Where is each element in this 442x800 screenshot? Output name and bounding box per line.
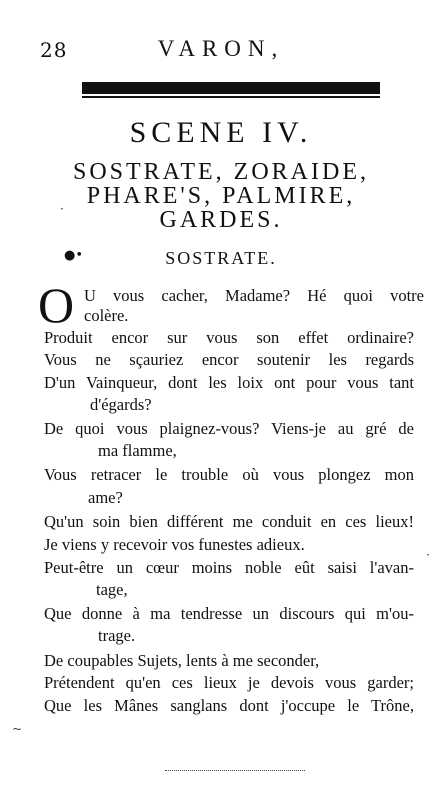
header-rule-thick (82, 82, 380, 94)
verse-line: Que les Mânes sanglans dont j'occupe le Trône, (44, 696, 414, 715)
verse-line: Je viens y recevoir vos funestes adieux. (44, 535, 305, 554)
verse-line: Qu'un soin bien différent me conduit en ces lieux! (44, 512, 414, 531)
character-list-line-1: SOSTRATE, ZORAIDE, (72, 159, 369, 185)
verse-line: De coupables Sujets, lents à me seconder, (44, 651, 320, 670)
header-rule-thin (82, 96, 380, 98)
verse-line: D'un Vainqueur, dont les loix ont pour vous tant (44, 373, 414, 392)
bottom-dotted-rule (165, 770, 305, 771)
verse-line: trage. (98, 626, 136, 645)
margin-speck: · (426, 548, 430, 562)
verse-line: d'égards? (90, 395, 152, 414)
margin-speck: ~ (12, 722, 23, 736)
verse-line: colère. (84, 306, 129, 325)
scene-title: SCENE IV. (129, 116, 313, 149)
verse-line: Vous ne sçauriez encor soutenir les regards (44, 350, 414, 369)
running-title: VARON, (157, 36, 285, 61)
verse-line: Peut-être un cœur moins noble eût saisi l'avan- (44, 558, 414, 577)
character-list-line-3: GARDES. (159, 207, 283, 233)
ornament-mark: ●• (64, 248, 84, 263)
verse-line: U vous cacher, Madame? Hé quoi votre (84, 286, 424, 305)
margin-speck: · (60, 202, 64, 216)
verse-line: Vous retracer le trouble où vous plongez mon (44, 465, 414, 484)
character-list-line-2: PHARE'S, PALMIRE, (86, 183, 356, 209)
verse-line: ma flamme, (98, 441, 177, 460)
drop-cap: O (38, 277, 75, 333)
speaker-name: SOSTRATE. (165, 248, 277, 268)
verse-line: tage, (96, 580, 128, 599)
verse-line: Produit encor sur vous son effet ordinaire? (44, 328, 414, 347)
verse-line: Prétendent qu'en ces lieux je devois vous garder; (44, 673, 414, 692)
verse-line: De quoi vous plaignez-vous? Viens-je au gré de (44, 419, 414, 438)
verse-line: ame? (88, 488, 123, 507)
verse-line: Que donne à ma tendresse un discours qui m'ou- (44, 604, 414, 623)
page-number: 28 (40, 38, 68, 62)
